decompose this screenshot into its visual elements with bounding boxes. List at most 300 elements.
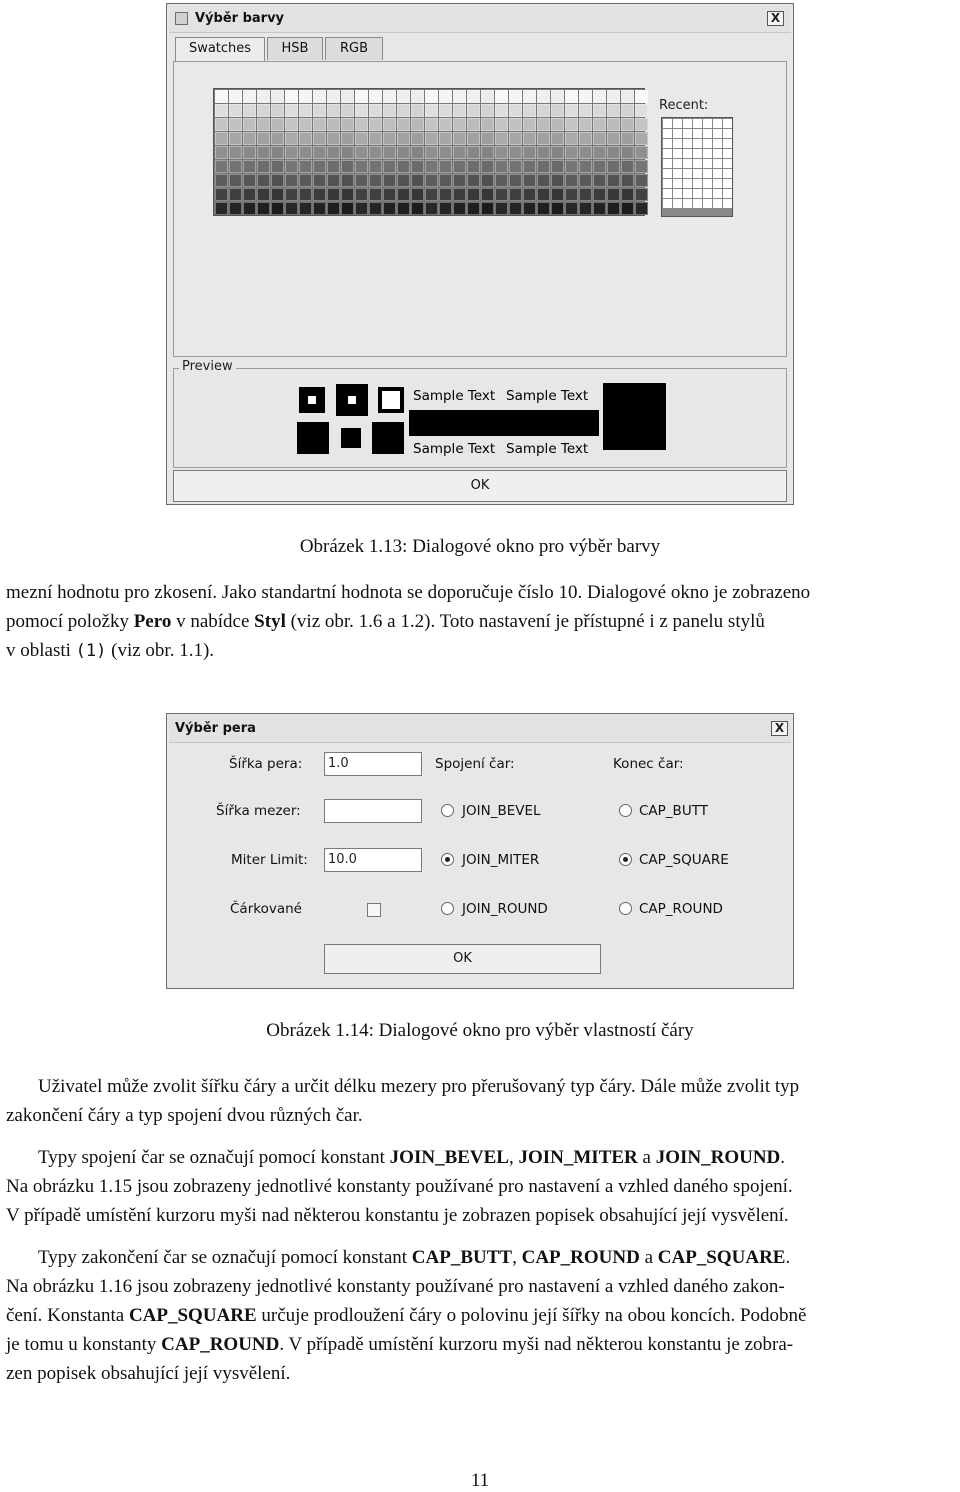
- swatch-cell[interactable]: [313, 202, 326, 215]
- join-round-label[interactable]: JOIN_ROUND: [462, 901, 548, 917]
- swatch-cell[interactable]: [635, 188, 648, 201]
- recent-swatch-cell[interactable]: [683, 199, 692, 208]
- swatch-cell[interactable]: [285, 202, 298, 215]
- swatch-cell[interactable]: [425, 160, 438, 173]
- swatch-cell[interactable]: [551, 118, 564, 131]
- swatch-cell[interactable]: [215, 174, 228, 187]
- recent-swatch-cell[interactable]: [673, 149, 682, 158]
- swatch-cell[interactable]: [439, 174, 452, 187]
- swatch-cell[interactable]: [439, 132, 452, 145]
- swatch-cell[interactable]: [327, 188, 340, 201]
- swatch-cell[interactable]: [523, 146, 536, 159]
- swatch-cell[interactable]: [215, 90, 228, 103]
- swatch-cell[interactable]: [607, 188, 620, 201]
- swatch-cell[interactable]: [635, 202, 648, 215]
- swatch-cell[interactable]: [257, 118, 270, 131]
- swatch-cell[interactable]: [341, 146, 354, 159]
- ok-button[interactable]: OK: [324, 944, 601, 974]
- swatch-cell[interactable]: [565, 146, 578, 159]
- swatch-cell[interactable]: [327, 132, 340, 145]
- swatch-cell[interactable]: [593, 174, 606, 187]
- swatch-cell[interactable]: [593, 132, 606, 145]
- swatch-cell[interactable]: [285, 188, 298, 201]
- swatch-cell[interactable]: [397, 132, 410, 145]
- swatch-cell[interactable]: [565, 104, 578, 117]
- swatch-cell[interactable]: [481, 118, 494, 131]
- swatch-cell[interactable]: [215, 104, 228, 117]
- recent-swatch-cell[interactable]: [723, 119, 732, 128]
- swatch-cell[interactable]: [495, 174, 508, 187]
- swatch-cell[interactable]: [313, 104, 326, 117]
- swatch-cell[interactable]: [565, 174, 578, 187]
- swatch-cell[interactable]: [495, 188, 508, 201]
- swatch-cell[interactable]: [523, 132, 536, 145]
- recent-swatch-cell[interactable]: [663, 129, 672, 138]
- swatch-cell[interactable]: [341, 160, 354, 173]
- swatch-cell[interactable]: [579, 160, 592, 173]
- swatch-cell[interactable]: [341, 132, 354, 145]
- recent-swatch-cell[interactable]: [683, 149, 692, 158]
- swatch-cell[interactable]: [607, 174, 620, 187]
- swatch-cell[interactable]: [635, 146, 648, 159]
- swatch-cell[interactable]: [467, 188, 480, 201]
- swatch-cell[interactable]: [453, 90, 466, 103]
- swatch-cell[interactable]: [537, 160, 550, 173]
- swatch-cell[interactable]: [453, 118, 466, 131]
- swatch-cell[interactable]: [271, 202, 284, 215]
- swatch-cell[interactable]: [453, 104, 466, 117]
- recent-swatch-cell[interactable]: [663, 169, 672, 178]
- swatch-cell[interactable]: [551, 104, 564, 117]
- swatch-cell[interactable]: [523, 174, 536, 187]
- swatch-cell[interactable]: [425, 188, 438, 201]
- swatch-cell[interactable]: [593, 90, 606, 103]
- swatch-cell[interactable]: [383, 174, 396, 187]
- swatch-cell[interactable]: [327, 118, 340, 131]
- swatch-cell[interactable]: [257, 132, 270, 145]
- swatch-cell[interactable]: [481, 202, 494, 215]
- recent-swatch-cell[interactable]: [713, 179, 722, 188]
- recent-swatch-cell[interactable]: [703, 179, 712, 188]
- swatch-cell[interactable]: [509, 132, 522, 145]
- swatch-cell[interactable]: [621, 174, 634, 187]
- swatch-cell[interactable]: [341, 90, 354, 103]
- swatch-cell[interactable]: [565, 160, 578, 173]
- swatch-cell[interactable]: [271, 90, 284, 103]
- swatch-cell[interactable]: [495, 160, 508, 173]
- recent-swatch-cell[interactable]: [713, 159, 722, 168]
- swatch-cell[interactable]: [327, 146, 340, 159]
- swatch-cell[interactable]: [285, 174, 298, 187]
- swatch-cell[interactable]: [467, 118, 480, 131]
- swatch-cell[interactable]: [313, 188, 326, 201]
- recent-swatch-cell[interactable]: [683, 159, 692, 168]
- swatch-cell[interactable]: [509, 104, 522, 117]
- swatch-cell[interactable]: [229, 90, 242, 103]
- recent-swatch-cell[interactable]: [723, 199, 732, 208]
- swatch-cell[interactable]: [453, 202, 466, 215]
- swatch-cell[interactable]: [635, 132, 648, 145]
- swatch-cell[interactable]: [607, 132, 620, 145]
- swatch-cell[interactable]: [607, 146, 620, 159]
- swatch-cell[interactable]: [481, 188, 494, 201]
- swatch-cell[interactable]: [411, 202, 424, 215]
- swatch-cell[interactable]: [299, 104, 312, 117]
- swatch-cell[interactable]: [537, 174, 550, 187]
- swatch-cell[interactable]: [537, 90, 550, 103]
- ok-button[interactable]: OK: [173, 470, 787, 502]
- recent-swatch-cell[interactable]: [723, 159, 732, 168]
- swatch-cell[interactable]: [355, 188, 368, 201]
- swatch-cell[interactable]: [397, 146, 410, 159]
- swatch-cell[interactable]: [425, 202, 438, 215]
- swatch-cell[interactable]: [299, 118, 312, 131]
- swatch-cell[interactable]: [467, 202, 480, 215]
- swatch-cell[interactable]: [411, 90, 424, 103]
- swatch-cell[interactable]: [355, 174, 368, 187]
- swatch-cell[interactable]: [299, 188, 312, 201]
- swatch-cell[interactable]: [243, 132, 256, 145]
- swatch-cell[interactable]: [327, 90, 340, 103]
- recent-swatch-cell[interactable]: [723, 179, 732, 188]
- swatch-cell[interactable]: [397, 90, 410, 103]
- recent-swatch-cell[interactable]: [713, 169, 722, 178]
- recent-swatch-cell[interactable]: [673, 129, 682, 138]
- tab-hsb[interactable]: HSB: [267, 37, 323, 60]
- swatch-cell[interactable]: [313, 118, 326, 131]
- swatch-cell[interactable]: [565, 202, 578, 215]
- swatch-cell[interactable]: [439, 188, 452, 201]
- swatch-cell[interactable]: [327, 202, 340, 215]
- swatch-cell[interactable]: [383, 146, 396, 159]
- swatch-cell[interactable]: [229, 118, 242, 131]
- recent-swatch-cell[interactable]: [673, 199, 682, 208]
- swatch-cell[interactable]: [537, 202, 550, 215]
- swatch-cell[interactable]: [565, 118, 578, 131]
- cap-butt-label[interactable]: CAP_BUTT: [639, 803, 708, 819]
- swatch-cell[interactable]: [579, 146, 592, 159]
- recent-swatch-cell[interactable]: [663, 179, 672, 188]
- swatch-cell[interactable]: [271, 132, 284, 145]
- swatch-cell[interactable]: [523, 188, 536, 201]
- swatch-cell[interactable]: [341, 118, 354, 131]
- recent-swatch-cell[interactable]: [713, 119, 722, 128]
- swatch-cell[interactable]: [439, 118, 452, 131]
- swatch-cell[interactable]: [467, 104, 480, 117]
- recent-swatch-cell[interactable]: [723, 149, 732, 158]
- swatch-cell[interactable]: [271, 188, 284, 201]
- swatch-cell[interactable]: [271, 174, 284, 187]
- swatch-cell[interactable]: [411, 174, 424, 187]
- recent-swatch-cell[interactable]: [703, 149, 712, 158]
- recent-swatch-cell[interactable]: [673, 159, 682, 168]
- swatch-cell[interactable]: [257, 146, 270, 159]
- join-miter-label[interactable]: JOIN_MITER: [462, 852, 540, 868]
- swatch-cell[interactable]: [439, 146, 452, 159]
- swatch-cell[interactable]: [229, 188, 242, 201]
- swatch-cell[interactable]: [383, 202, 396, 215]
- recent-swatch-cell[interactable]: [663, 119, 672, 128]
- swatch-cell[interactable]: [411, 146, 424, 159]
- cap-butt-radio[interactable]: [619, 804, 632, 817]
- swatch-cell[interactable]: [313, 174, 326, 187]
- swatch-cell[interactable]: [313, 90, 326, 103]
- swatch-cell[interactable]: [369, 188, 382, 201]
- swatch-cell[interactable]: [481, 174, 494, 187]
- swatch-cell[interactable]: [397, 118, 410, 131]
- cap-round-label[interactable]: CAP_ROUND: [639, 901, 723, 917]
- swatch-cell[interactable]: [579, 90, 592, 103]
- swatch-cell[interactable]: [467, 174, 480, 187]
- swatch-cell[interactable]: [523, 90, 536, 103]
- swatch-cell[interactable]: [593, 118, 606, 131]
- swatch-cell[interactable]: [607, 118, 620, 131]
- swatch-cell[interactable]: [215, 146, 228, 159]
- swatch-cell[interactable]: [215, 188, 228, 201]
- join-bevel-radio[interactable]: [441, 804, 454, 817]
- swatch-cell[interactable]: [397, 104, 410, 117]
- swatch-cell[interactable]: [439, 104, 452, 117]
- swatch-cell[interactable]: [257, 188, 270, 201]
- recent-swatch-cell[interactable]: [663, 199, 672, 208]
- swatch-cell[interactable]: [551, 132, 564, 145]
- swatch-cell[interactable]: [425, 104, 438, 117]
- swatch-cell[interactable]: [481, 104, 494, 117]
- swatch-cell[interactable]: [243, 118, 256, 131]
- swatch-cell[interactable]: [411, 160, 424, 173]
- close-button[interactable]: X: [767, 11, 784, 26]
- recent-swatch-cell[interactable]: [713, 149, 722, 158]
- swatch-cell[interactable]: [439, 202, 452, 215]
- swatch-cell[interactable]: [607, 90, 620, 103]
- swatch-cell[interactable]: [383, 160, 396, 173]
- swatch-cell[interactable]: [439, 90, 452, 103]
- recent-swatch-cell[interactable]: [713, 139, 722, 148]
- swatch-cell[interactable]: [593, 104, 606, 117]
- recent-swatch-cell[interactable]: [703, 159, 712, 168]
- pen-width-input[interactable]: 1.0: [324, 752, 422, 776]
- recent-swatch-cell[interactable]: [683, 169, 692, 178]
- swatch-grid[interactable]: [213, 88, 645, 216]
- swatch-cell[interactable]: [621, 132, 634, 145]
- swatch-cell[interactable]: [579, 202, 592, 215]
- swatch-cell[interactable]: [425, 90, 438, 103]
- swatch-cell[interactable]: [635, 90, 648, 103]
- swatch-cell[interactable]: [257, 90, 270, 103]
- swatch-cell[interactable]: [271, 160, 284, 173]
- recent-swatch-cell[interactable]: [703, 119, 712, 128]
- swatch-cell[interactable]: [243, 90, 256, 103]
- recent-swatch-cell[interactable]: [673, 169, 682, 178]
- dashed-checkbox[interactable]: [367, 903, 381, 917]
- swatch-cell[interactable]: [285, 118, 298, 131]
- tab-swatches[interactable]: Swatches: [175, 37, 265, 62]
- recent-swatch-cell[interactable]: [713, 199, 722, 208]
- swatch-cell[interactable]: [495, 118, 508, 131]
- swatch-cell[interactable]: [621, 118, 634, 131]
- swatch-cell[interactable]: [397, 188, 410, 201]
- recent-swatch-cell[interactable]: [703, 199, 712, 208]
- swatch-cell[interactable]: [509, 146, 522, 159]
- swatch-cell[interactable]: [607, 104, 620, 117]
- swatch-cell[interactable]: [425, 118, 438, 131]
- swatch-cell[interactable]: [369, 118, 382, 131]
- swatch-cell[interactable]: [215, 202, 228, 215]
- swatch-cell[interactable]: [635, 174, 648, 187]
- swatch-cell[interactable]: [453, 132, 466, 145]
- join-bevel-label[interactable]: JOIN_BEVEL: [462, 803, 541, 819]
- swatch-cell[interactable]: [621, 104, 634, 117]
- swatch-cell[interactable]: [229, 132, 242, 145]
- swatch-cell[interactable]: [551, 188, 564, 201]
- swatch-cell[interactable]: [229, 174, 242, 187]
- swatch-cell[interactable]: [299, 132, 312, 145]
- swatch-cell[interactable]: [215, 160, 228, 173]
- swatch-cell[interactable]: [621, 160, 634, 173]
- recent-swatch-cell[interactable]: [683, 129, 692, 138]
- swatch-cell[interactable]: [327, 104, 340, 117]
- swatch-cell[interactable]: [215, 132, 228, 145]
- recent-swatch-grid[interactable]: [661, 117, 733, 217]
- swatch-cell[interactable]: [495, 132, 508, 145]
- tab-rgb[interactable]: RGB: [325, 37, 383, 60]
- swatch-cell[interactable]: [397, 174, 410, 187]
- swatch-cell[interactable]: [481, 132, 494, 145]
- swatch-cell[interactable]: [299, 174, 312, 187]
- swatch-cell[interactable]: [621, 146, 634, 159]
- swatch-cell[interactable]: [523, 118, 536, 131]
- recent-swatch-cell[interactable]: [693, 189, 702, 198]
- recent-swatch-cell[interactable]: [693, 139, 702, 148]
- swatch-cell[interactable]: [285, 90, 298, 103]
- recent-swatch-cell[interactable]: [703, 139, 712, 148]
- swatch-cell[interactable]: [243, 160, 256, 173]
- swatch-cell[interactable]: [215, 118, 228, 131]
- swatch-cell[interactable]: [579, 104, 592, 117]
- swatch-cell[interactable]: [341, 174, 354, 187]
- recent-swatch-cell[interactable]: [683, 119, 692, 128]
- swatch-cell[interactable]: [537, 104, 550, 117]
- swatch-cell[interactable]: [621, 202, 634, 215]
- recent-swatch-cell[interactable]: [663, 149, 672, 158]
- swatch-cell[interactable]: [341, 188, 354, 201]
- swatch-cell[interactable]: [579, 188, 592, 201]
- swatch-cell[interactable]: [425, 146, 438, 159]
- swatch-cell[interactable]: [299, 202, 312, 215]
- swatch-cell[interactable]: [327, 174, 340, 187]
- swatch-cell[interactable]: [341, 104, 354, 117]
- swatch-cell[interactable]: [355, 160, 368, 173]
- swatch-cell[interactable]: [537, 188, 550, 201]
- swatch-cell[interactable]: [425, 174, 438, 187]
- swatch-cell[interactable]: [383, 118, 396, 131]
- swatch-cell[interactable]: [509, 174, 522, 187]
- swatch-cell[interactable]: [369, 202, 382, 215]
- swatch-cell[interactable]: [509, 188, 522, 201]
- swatch-cell[interactable]: [397, 160, 410, 173]
- swatch-cell[interactable]: [509, 118, 522, 131]
- swatch-cell[interactable]: [369, 160, 382, 173]
- swatch-cell[interactable]: [607, 202, 620, 215]
- swatch-cell[interactable]: [621, 90, 634, 103]
- swatch-cell[interactable]: [327, 160, 340, 173]
- swatch-cell[interactable]: [537, 118, 550, 131]
- swatch-cell[interactable]: [481, 160, 494, 173]
- cap-square-radio[interactable]: [619, 853, 632, 866]
- recent-swatch-cell[interactable]: [673, 119, 682, 128]
- swatch-cell[interactable]: [341, 202, 354, 215]
- swatch-cell[interactable]: [369, 146, 382, 159]
- swatch-cell[interactable]: [369, 104, 382, 117]
- swatch-cell[interactable]: [383, 104, 396, 117]
- recent-swatch-cell[interactable]: [663, 139, 672, 148]
- swatch-cell[interactable]: [565, 132, 578, 145]
- recent-swatch-cell[interactable]: [693, 129, 702, 138]
- swatch-cell[interactable]: [299, 160, 312, 173]
- swatch-cell[interactable]: [579, 118, 592, 131]
- swatch-cell[interactable]: [635, 118, 648, 131]
- swatch-cell[interactable]: [467, 90, 480, 103]
- swatch-cell[interactable]: [453, 160, 466, 173]
- swatch-cell[interactable]: [537, 146, 550, 159]
- swatch-cell[interactable]: [285, 160, 298, 173]
- recent-swatch-cell[interactable]: [663, 159, 672, 168]
- swatch-cell[interactable]: [383, 132, 396, 145]
- recent-swatch-cell[interactable]: [713, 129, 722, 138]
- swatch-cell[interactable]: [495, 146, 508, 159]
- swatch-cell[interactable]: [565, 90, 578, 103]
- swatch-cell[interactable]: [453, 174, 466, 187]
- swatch-cell[interactable]: [313, 146, 326, 159]
- recent-swatch-cell[interactable]: [663, 189, 672, 198]
- swatch-cell[interactable]: [383, 90, 396, 103]
- recent-swatch-cell[interactable]: [693, 199, 702, 208]
- swatch-cell[interactable]: [313, 160, 326, 173]
- swatch-cell[interactable]: [635, 104, 648, 117]
- swatch-cell[interactable]: [523, 160, 536, 173]
- swatch-cell[interactable]: [411, 118, 424, 131]
- swatch-cell[interactable]: [229, 202, 242, 215]
- recent-swatch-cell[interactable]: [673, 189, 682, 198]
- swatch-cell[interactable]: [579, 174, 592, 187]
- recent-swatch-cell[interactable]: [703, 169, 712, 178]
- recent-swatch-cell[interactable]: [693, 169, 702, 178]
- swatch-cell[interactable]: [411, 104, 424, 117]
- swatch-cell[interactable]: [551, 202, 564, 215]
- swatch-cell[interactable]: [453, 188, 466, 201]
- swatch-cell[interactable]: [481, 90, 494, 103]
- swatch-cell[interactable]: [355, 146, 368, 159]
- swatch-cell[interactable]: [355, 132, 368, 145]
- swatch-cell[interactable]: [453, 146, 466, 159]
- swatch-cell[interactable]: [439, 160, 452, 173]
- swatch-cell[interactable]: [355, 202, 368, 215]
- join-miter-radio[interactable]: [441, 853, 454, 866]
- recent-swatch-cell[interactable]: [713, 189, 722, 198]
- swatch-cell[interactable]: [285, 132, 298, 145]
- swatch-cell[interactable]: [425, 132, 438, 145]
- swatch-cell[interactable]: [299, 90, 312, 103]
- swatch-cell[interactable]: [285, 104, 298, 117]
- recent-swatch-cell[interactable]: [673, 179, 682, 188]
- close-button[interactable]: X: [771, 721, 788, 736]
- recent-swatch-cell[interactable]: [693, 149, 702, 158]
- swatch-cell[interactable]: [243, 174, 256, 187]
- recent-swatch-cell[interactable]: [703, 129, 712, 138]
- swatch-cell[interactable]: [551, 146, 564, 159]
- swatch-cell[interactable]: [565, 188, 578, 201]
- swatch-cell[interactable]: [593, 188, 606, 201]
